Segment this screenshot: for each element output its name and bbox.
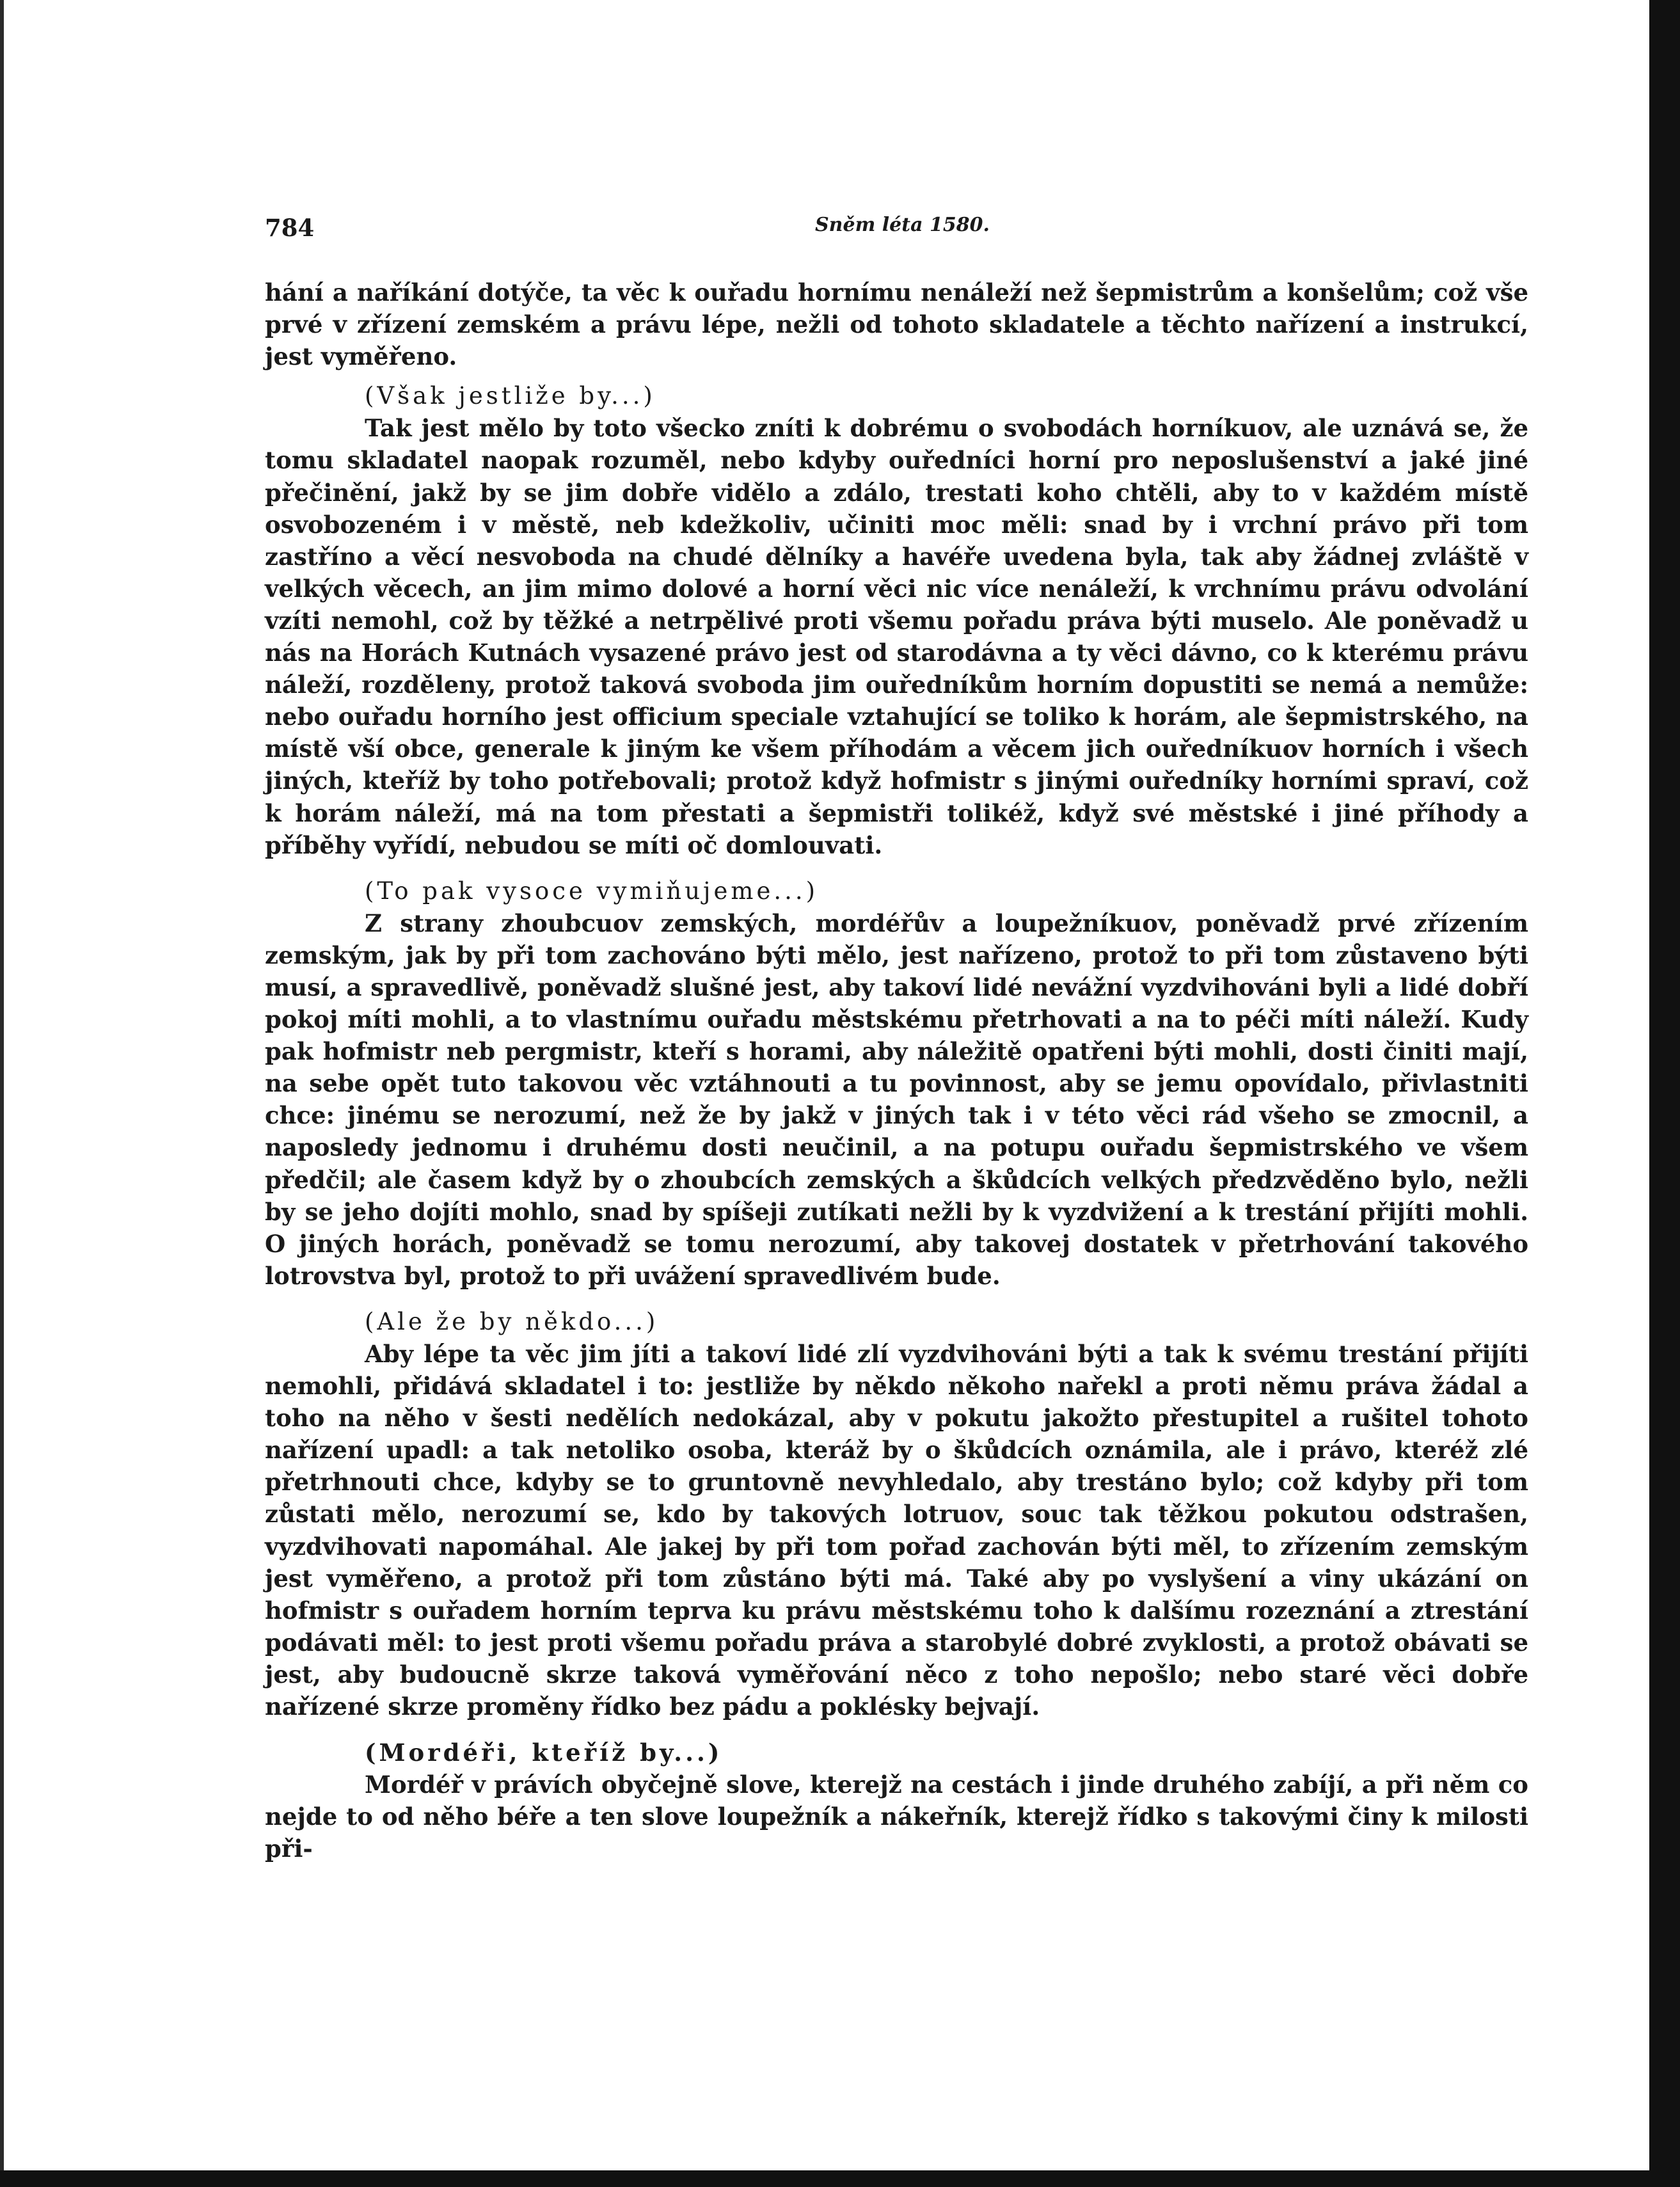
- page-header: [265, 207, 1528, 246]
- scan-bottom-edge: [0, 2170, 1680, 2187]
- section-subhead: (Mordéři, kteříž by...): [365, 1738, 723, 1767]
- section-subhead: (Ale že by někdo...): [365, 1307, 659, 1335]
- section-subhead: (Však jestliže by...): [365, 382, 656, 410]
- section-subhead: (To pak vysoce vymiňujeme...): [365, 877, 819, 905]
- running-head: Sněm léta 1580.: [815, 214, 990, 236]
- paragraph: Tak jest mělo by toto všecko zníti k dobrému o svobodách horníkuov, ale uznává se, že tomu skladatel naopak rozuměl, nebo kdyby ouředníci horní pro neposlušenství a jaké jiné přečinění, jakž by se jim dobře vidělo a zdálo, trestati koho chtěli, aby to v každém místě osvobozeném i v městě, neb kdežkoliv, učiniti moc měli: snad by i vrchní právo při tom zastříno a věcí nesvoboda na chudé dělníky a havéře uvedena byla, tak aby žádnej zvláště v velkých věcech, an jim mimo dolové a horní věci nic více nenáleží, k vrchnímu právu odvolání vzíti nemohl, což by těžké a netrpělivé proti všemu pořadu práva býti muselo. Ale poněvadž u nás na Horách Kutnách vysazené právo jest od starodávna a ty věci dávno, co k kterému právu náleží, rozděleny, protož taková svoboda jim ouředníkům horním dopustiti se nemá a nemůže: nebo ouřadu horního jest officium speciale vztahující se toliko k horám, ale šepmistrského, na místě vší obce, generale k jiným ke všem příhodám a věcem jich ouředníkuov horních i všech jiných, kteříž by toho potřebovali; protož když hofmistr s jinými ouředníky horními spraví, což k horám náleží, má na tom přestati a šepmistři tolikéž, když své městské i jiné příhody a příběhy vyřídí, nebudou se míti oč domlouvati.: [265, 414, 1528, 859]
- paragraph: Z strany zhoubcuov zemských, mordéřův a loupežníkuov, poněvadž prvé zřízením zemským, jak by při tom zachováno býti mělo, jest nařízeno, protož to při tom zůstaveno býti musí, a spravedlivě, poněvadž slušné jest, aby takoví lidé nevážní vyzdvihováni byli a lidé dobří pokoj míti mohli, a to vlastnímu ouřadu městskému přetrhovati a na to péči míti náleží. Kudy pak hofmistr neb pergmistr, kteří s horami, aby náležitě opatřeni býti mohli, dosti činiti mají, na sebe opět tuto takovou věc vztáhnouti a tu povinnost, aby se jemu opovídalo, přivlastniti chce: jinému se nerozumí, než že by jakž v jiných tak i v této věci rád všeho se zmocnil, a naposledy jednomu i druhému dosti neučinil, a na potupu ouřadu šepmistrského ve všem předčil; ale časem když by o zhoubcích zemských a škůdcích velkých předzvěděno bylo, nežli by se jeho dojíti mohlo, snad by spíšeji zutíkati nežli by k vyzdvižení a k trestání přijíti mohli. O jiných horách, poněvadž se tomu nerozumí, aby takovej dostatek v přetrhování takového lotrovstva byl, protož to při uvážení spravedlivém bude.: [265, 909, 1528, 1290]
- scan-right-edge: [1649, 0, 1680, 2187]
- page-body: [265, 276, 1528, 1865]
- paragraph-continuation: hání a naříkání dotýče, ta věc k ouřadu hornímu nenáleží než šepmistrům a konšelům; což vše prvé v zřízení zemském a právu lépe, nežli od tohoto skladatele a těchto nařízení a instrukcí, jest vyměřeno.: [265, 278, 1528, 371]
- page-number: 784: [265, 214, 315, 242]
- paragraph: Mordéř v právích obyčejně slove, kterejž na cestách i jinde druhého zabíjí, a při něm co nejde to od něho béře a ten slove loupežník a nákeřník, kterejž řídko s takovými činy k milosti při-: [265, 1770, 1528, 1863]
- paragraph: Aby lépe ta věc jim jíti a takoví lidé zlí vyzdvihováni býti a tak k svému trestání přijíti nemohli, přidává skladatel i to: jestliže by někdo někoho nařekl a proti němu práva žádal a toho na něho v šesti nedělích nedokázal, aby v pokutu jakožto přestupitel a rušitel tohoto nařízení upadl: a tak netoliko osoba, kteráž by o škůdcích oznámila, ale i právo, kteréž zlé přetrhnouti chce, kdyby se to gruntovně nevyhledalo, aby trestáno bylo; což kdyby při tom zůstati mělo, nerozumí se, kdo by takových lotruov, souc tak těžkou pokutou odstrašen, vyzdvihovati napomáhal. Ale jakej by při tom pořad zachován býti měl, to zřízením zemským jest vyměřeno, a protož při tom zůstáno býti má. Také aby po vyslyšení a viny ukázání on hofmistr s ouřadem horním teprva ku právu městskému toho k dalšímu rozeznání a ztrestání podávati měl: to jest proti všemu pořadu práva a starobylé dobré zvyklosti, a protož obávati se jest, aby budoucně skrze taková vyměřování něco z toho nepošlo; nebo staré věci dobře nařízené skrze proměny řídko bez pádu a poklésky bejvají.: [265, 1340, 1528, 1721]
- scan-left-edge: [0, 0, 4, 2187]
